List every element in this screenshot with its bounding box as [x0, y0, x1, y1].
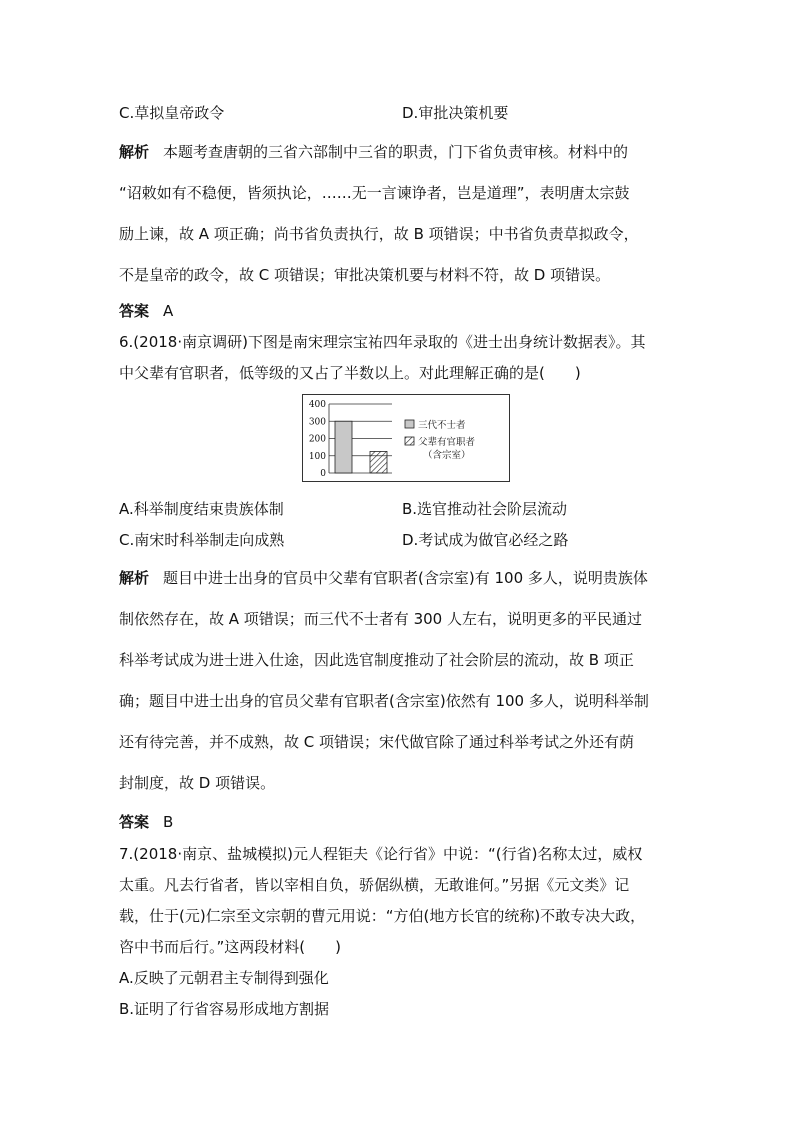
legend-label-1: 三代不士者	[418, 420, 466, 431]
q5-analysis-line-2: “诏敕如有不稳便，皆须执论，……无一言谏诤者，岂是道理”，表明唐太宗鼓	[119, 184, 630, 202]
q7-option-a: A.反映了元朝君主专制得到强化	[119, 969, 329, 987]
y-tick-label: 300	[308, 417, 326, 428]
y-tick-label: 400	[308, 400, 326, 410]
analysis-label: 解析	[119, 569, 150, 587]
q7-stem-line-1: 7.(2018·南京、盐城模拟)元人程钜夫《论行省》中说：“(行省)名称太过，威权	[119, 845, 643, 863]
q6-analysis-line-6: 封制度，故 D 项错误。	[119, 774, 276, 792]
q6-analysis-line-1: 解析 题目中进士出身的官员中父辈有官职者(含宗室)有 100 多人，说明贵族体	[119, 569, 648, 587]
q5-analysis-line-4: 不是皇帝的政令，故 C 项错误；审批决策机要与材料不符，故 D 项错误。	[119, 266, 611, 284]
answer-value: B	[163, 813, 174, 831]
q5-answer	[119, 300, 173, 321]
q5-analysis-line-3: 励上谏，故 A 项正确；尚书省负责执行，故 B 项错误；中书省负责草拟政令，	[119, 225, 639, 243]
bar-1	[335, 421, 352, 473]
legend-label-3: （含宗室）	[423, 450, 471, 461]
legend-swatch-1	[405, 420, 414, 428]
q6-stem-line-2: 中父辈有官职者，低等级的又占了半数以上。对此理解正确的是( )	[119, 364, 581, 382]
bar-chart	[302, 394, 510, 482]
bar-2	[370, 451, 387, 473]
q6-option-b: B.选官推动社会阶层流动	[402, 500, 568, 518]
answer-label: 答案	[119, 302, 150, 320]
q6-option-c: C.南宋时科举制走向成熟	[119, 531, 285, 549]
y-tick-label: 200	[308, 434, 326, 445]
q7-stem-line-2: 太重。凡去行省者，皆以宰相自负，骄倨纵横，无敢谁何。”另据《元文类》记	[119, 876, 630, 894]
analysis-label: 解析	[119, 143, 150, 161]
q5-option-c: C.草拟皇帝政令	[119, 104, 225, 122]
legend-swatch-2	[405, 437, 414, 445]
y-tick-label: 100	[308, 451, 326, 462]
q6-stem-line-1: 6.(2018·南京调研)下图是南宋理宗宝祐四年录取的《进士出身统计数据表》。其	[119, 333, 646, 351]
q7-option-b: B.证明了行省容易形成地方割据	[119, 1000, 330, 1018]
answer-label: 答案	[119, 813, 150, 831]
q6-analysis-line-4: 确；题目中进士出身的官员父辈有官职者(含宗室)依然有 100 多人，说明科举制	[119, 692, 649, 710]
q6-option-a: A.科举制度结束贵族体制	[119, 500, 284, 518]
q7-stem-line-4: 咨中书而后行。”这两段材料( )	[119, 938, 341, 956]
y-tick-label: 0	[320, 469, 326, 479]
q5-option-d: D.审批决策机要	[402, 104, 509, 122]
q5-analysis-line-1: 解析 本题考查唐朝的三省六部制中三省的职责，门下省负责审核。材料中的	[119, 143, 629, 161]
answer-value: A	[163, 302, 174, 320]
q6-analysis-line-3: 科举考试成为进士进入仕途，因此选官制度推动了社会阶层的流动，故 B 项正	[119, 651, 634, 669]
q7-stem-line-3: 载，仕于(元)仁宗至文宗朝的曹元用说：“方伯(地方长官的统称)不敢专决大政，	[119, 907, 646, 925]
q6-answer	[119, 811, 173, 832]
q6-option-d: D.考试成为做官必经之路	[402, 531, 569, 549]
q6-analysis-line-5: 还有待完善，并不成熟，故 C 项错误；宋代做官除了通过科举考试之外还有荫	[119, 733, 635, 751]
legend-label-2: 父辈有官职者	[418, 437, 476, 448]
q6-analysis-line-2: 制依然存在，故 A 项错误；而三代不士者有 300 人左右，说明更多的平民通过	[119, 610, 642, 628]
